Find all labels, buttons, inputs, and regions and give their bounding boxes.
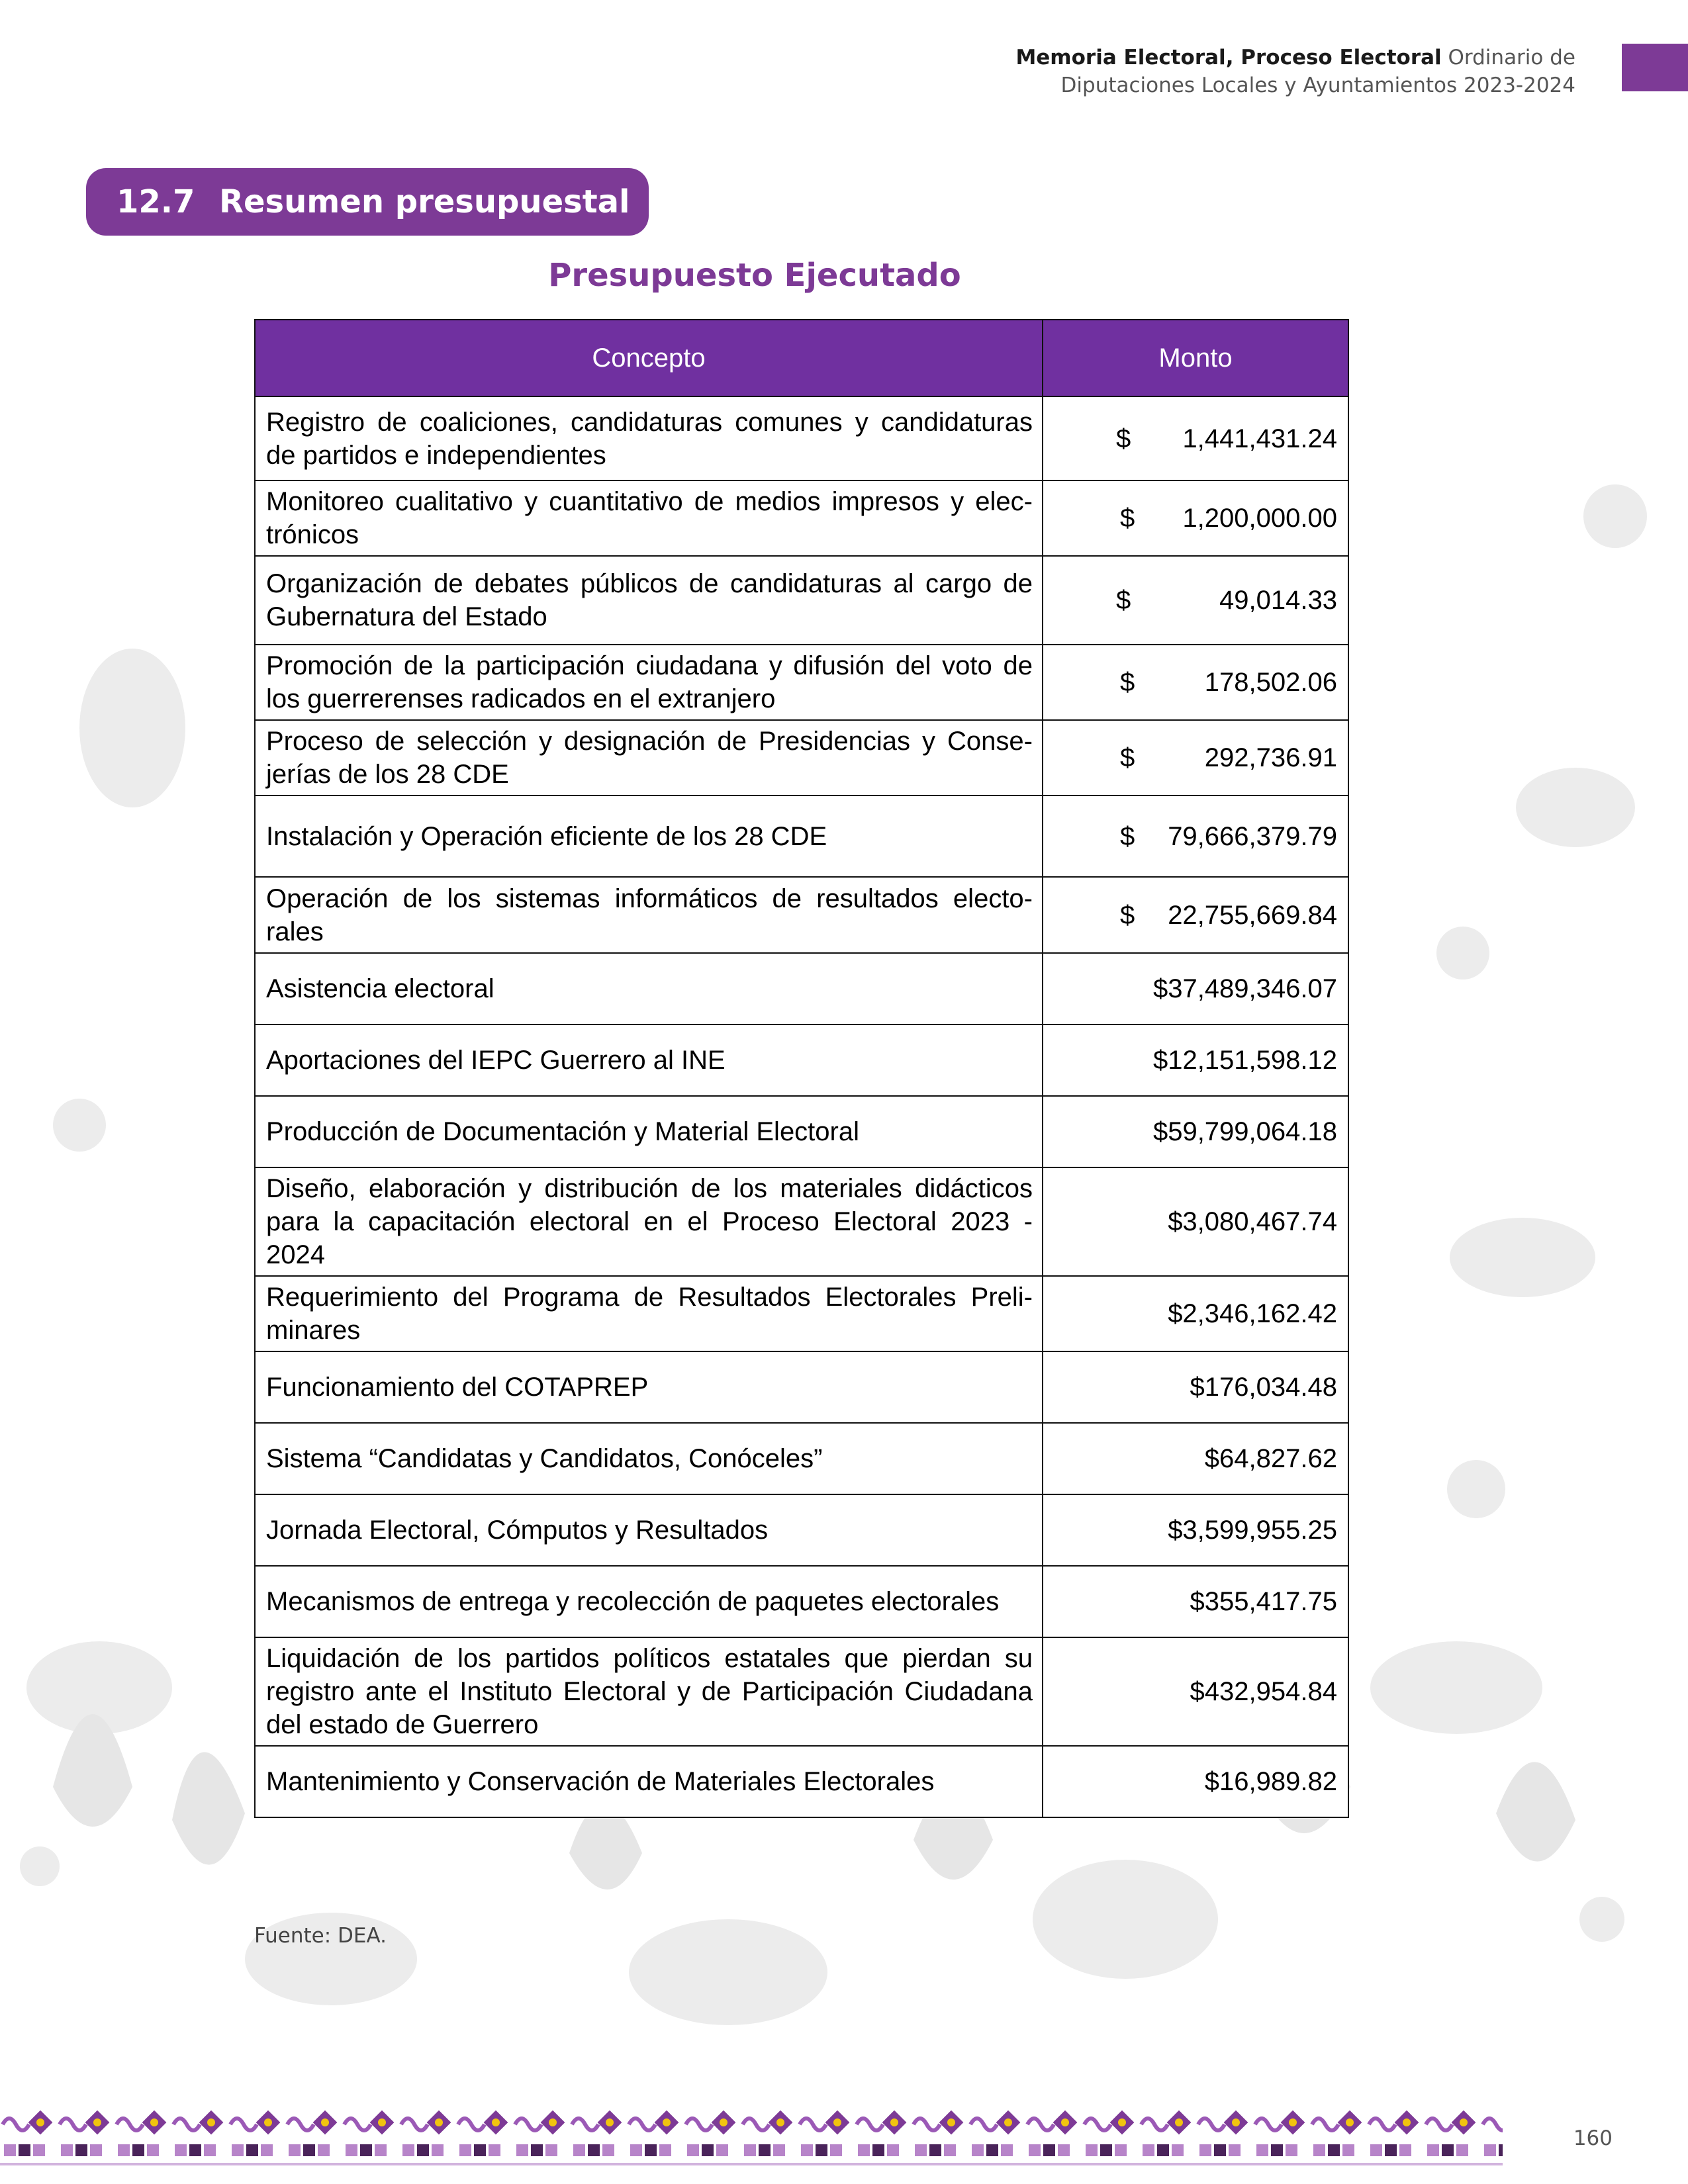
amount-value: 178,502.06	[1204, 668, 1337, 697]
amount-cell: $355,417.75	[1043, 1566, 1348, 1637]
header-subtitle: Diputaciones Locales y Ayuntamientos 2023-2024	[1060, 73, 1575, 97]
header-accent-bar	[1622, 44, 1688, 91]
page-number: 160	[1573, 2126, 1613, 2150]
table-row	[255, 1494, 1348, 1566]
currency-sign: $	[1120, 668, 1135, 697]
concept-cell: Sistema “Candidatas y Candidatos, Conóceles”	[255, 1423, 1043, 1494]
table-row	[255, 720, 1348, 796]
amount-cell: $176,034.48	[1043, 1351, 1348, 1423]
amount-cell: $3,080,467.74	[1043, 1167, 1348, 1276]
currency-sign: $	[1120, 504, 1135, 533]
concept-cell: Diseño, elaboración y distribución de los materiales didácticos para la capacitación electoral en el Proceso Electoral 2023 - 2024	[255, 1167, 1043, 1276]
concept-cell: Aportaciones del IEPC Guerrero al INE	[255, 1024, 1043, 1096]
amount-value: 1,441,431.24	[1182, 424, 1337, 453]
amount-cell: $37,489,346.07	[1043, 953, 1348, 1024]
amount-cell	[1043, 396, 1348, 480]
amount-cell	[1043, 720, 1348, 796]
table-row	[255, 1746, 1348, 1817]
amount-cell: $64,827.62	[1043, 1423, 1348, 1494]
amount-cell: $2,346,162.42	[1043, 1276, 1348, 1351]
header-title-line	[1015, 44, 1575, 71]
table-row	[255, 480, 1348, 556]
table-row	[255, 1566, 1348, 1637]
amount-cell	[1043, 645, 1348, 720]
concept-cell: Instalación y Operación eficiente de los 28 CDE	[255, 796, 1043, 877]
amount-cell	[1043, 480, 1348, 556]
currency-sign: $	[1120, 900, 1135, 930]
amount-value: 1,200,000.00	[1182, 504, 1337, 533]
concept-cell: Organización de debates públicos de candidaturas al cargo de Gubernatura del Estado	[255, 556, 1043, 645]
section-heading	[86, 168, 649, 236]
table-header-row	[255, 320, 1348, 396]
concept-cell: Requerimiento del Programa de Resultados Electorales Preli-minares	[255, 1276, 1043, 1351]
budget-table	[254, 319, 1349, 1818]
concept-cell: Proceso de selección y designación de Presidencias y Conse-jerías de los 28 CDE	[255, 720, 1043, 796]
amount-value: 292,736.91	[1204, 743, 1337, 772]
table-row	[255, 1096, 1348, 1167]
column-header-concept: Concepto	[255, 320, 1043, 396]
table-row	[255, 1351, 1348, 1423]
concept-cell: Producción de Documentación y Material Electoral	[255, 1096, 1043, 1167]
header-title-bold: Memoria Electoral, Proceso Electoral	[1015, 46, 1442, 69]
concept-cell: Mantenimiento y Conservación de Materiales Electorales	[255, 1746, 1043, 1817]
currency-sign: $	[1116, 424, 1131, 453]
table-row	[255, 645, 1348, 720]
section-title: Resumen presupuestal	[219, 183, 630, 220]
header-title-rest: Ordinario de	[1441, 46, 1575, 69]
amount-value: 49,014.33	[1219, 586, 1337, 615]
document-header	[1015, 44, 1575, 99]
amount-cell	[1043, 556, 1348, 645]
table-title: Presupuesto Ejecutado	[548, 257, 961, 294]
concept-cell: Monitoreo cualitativo y cuantitativo de medios impresos y elec-trónicos	[255, 480, 1043, 556]
table-row	[255, 1276, 1348, 1351]
concept-cell: Jornada Electoral, Cómputos y Resultados	[255, 1494, 1043, 1566]
amount-value: 79,666,379.79	[1168, 821, 1337, 851]
concept-cell: Mecanismos de entrega y recolección de paquetes electorales	[255, 1566, 1043, 1637]
table-row	[255, 1024, 1348, 1096]
table-row	[255, 396, 1348, 480]
concept-cell: Operación de los sistemas informáticos de resultados electo-rales	[255, 877, 1043, 953]
table-row	[255, 953, 1348, 1024]
table-row	[255, 1637, 1348, 1746]
table-row	[255, 556, 1348, 645]
concept-cell: Asistencia electoral	[255, 953, 1043, 1024]
embroidery-border	[0, 2105, 1503, 2171]
amount-cell: $12,151,598.12	[1043, 1024, 1348, 1096]
concept-cell: Registro de coaliciones, candidaturas comunes y candidaturas de partidos e independientes	[255, 396, 1043, 480]
amount-cell	[1043, 877, 1348, 953]
amount-cell: $16,989.82	[1043, 1746, 1348, 1817]
table-row	[255, 1167, 1348, 1276]
source-note: Fuente: DEA.	[254, 1924, 387, 1948]
column-header-amount: Monto	[1043, 320, 1348, 396]
amount-cell	[1043, 796, 1348, 877]
amount-value: 22,755,669.84	[1168, 900, 1337, 930]
currency-sign: $	[1116, 586, 1131, 615]
amount-cell: $432,954.84	[1043, 1637, 1348, 1746]
table-row	[255, 877, 1348, 953]
concept-cell: Liquidación de los partidos políticos estatales que pierdan su registro ante el Instituto Electoral y de Participación Ciudadana del estado de Guerrero	[255, 1637, 1043, 1746]
amount-cell: $59,799,064.18	[1043, 1096, 1348, 1167]
section-number: 12.7	[117, 183, 195, 220]
currency-sign: $	[1120, 821, 1135, 851]
table-row	[255, 1423, 1348, 1494]
concept-cell: Promoción de la participación ciudadana y difusión del voto de los guerrerenses radicados en el extranjero	[255, 645, 1043, 720]
table-row	[255, 796, 1348, 877]
amount-cell: $3,599,955.25	[1043, 1494, 1348, 1566]
currency-sign: $	[1120, 743, 1135, 772]
concept-cell: Funcionamiento del COTAPREP	[255, 1351, 1043, 1423]
